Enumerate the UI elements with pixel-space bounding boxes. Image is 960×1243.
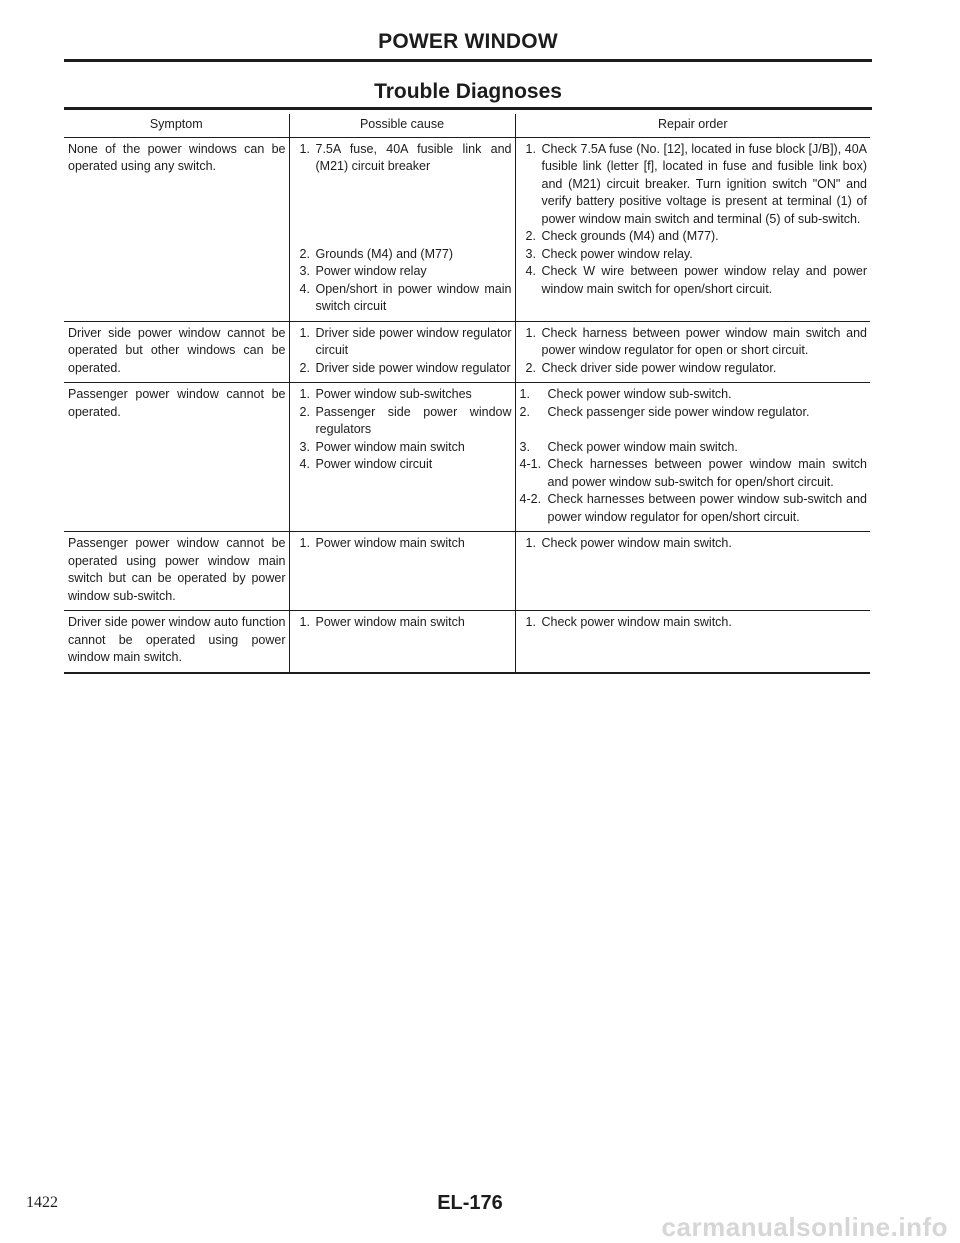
item-number: 2. (299, 246, 310, 261)
item-number: 1. (519, 387, 530, 401)
repair-step: 4-1. Check harnesses between power window main switch and power window sub-switch for open/short circuit. (519, 457, 867, 489)
table-row (64, 611, 870, 673)
page-number: 1422 (26, 1194, 58, 1211)
watermark: carmanualsonline.info (661, 1212, 948, 1242)
item-number: 3. (519, 439, 530, 454)
column-header-symptom: Symptom (64, 114, 289, 137)
table-header-row (64, 114, 870, 137)
possible-cause-cell (289, 532, 515, 611)
possible-cause-cell (289, 383, 515, 532)
cause-list (294, 141, 512, 316)
spacer (520, 421, 868, 439)
item-number: 1. (299, 325, 310, 340)
item-number: 4-2. (519, 492, 542, 506)
item-number: 2. (525, 229, 536, 243)
cause-item: 2. Grounds (M4) and (M77) (294, 246, 512, 264)
trouble-diagnoses-table (64, 114, 870, 674)
item-number: 2. (525, 360, 536, 375)
item-number: 2. (299, 404, 310, 419)
repair-step: 2. Check grounds (M4) and (M77). (520, 228, 868, 246)
repair-step: 1. Check power window main switch. (520, 614, 868, 632)
possible-cause-cell (289, 611, 515, 673)
item-number: 4-1. (519, 457, 542, 471)
spacer (294, 176, 512, 194)
repair-step: 3. Check power window main switch. (520, 439, 868, 457)
symptom-cell: Passenger power window cannot be operated. (64, 383, 289, 532)
possible-cause-cell (289, 321, 515, 383)
table-row (64, 383, 870, 532)
repair-order-cell (515, 383, 870, 532)
repair-step: 4. Check W wire between power window relay and power window main switch for open/short circuit. (525, 264, 867, 296)
page-title: Trouble Diagnoses (374, 80, 562, 103)
repair-step: 1. Check power window sub-switch. (520, 386, 868, 404)
repair-order-cell (515, 611, 870, 673)
repair-order-cell (515, 532, 870, 611)
repair-list (520, 325, 868, 378)
cause-item: 1. Driver side power window regulator circuit (299, 325, 512, 357)
section-page-code: EL-176 (437, 1192, 503, 1214)
spacer (294, 228, 512, 246)
cause-list (294, 614, 512, 632)
cause-item: 1. 7.5A fuse, 40A fusible link and (M21) circuit breaker (299, 141, 512, 173)
item-number: 3. (525, 246, 536, 261)
item-number: 3. (299, 439, 310, 454)
repair-list (520, 386, 868, 526)
symptom-cell: None of the power windows can be operated using any switch. (64, 137, 289, 321)
column-header-repair-order: Repair order (515, 114, 870, 137)
cause-list (294, 386, 512, 474)
repair-step: 3. Check power window relay. (520, 246, 868, 264)
possible-cause-cell (289, 137, 515, 321)
item-number: 4. (299, 281, 310, 296)
repair-step: 1. Check 7.5A fuse (No. [12], located in fuse block [J/B]), 40A fusible link (letter [f], located in fuse and fusible link box) and (M21) circuit breaker. Turn ignition switch "ON" and verify battery positive voltage is present at terminal (1) of power window main switch and terminal (5) of sub-switch. (525, 141, 867, 226)
repair-order-cell (515, 137, 870, 321)
repair-step: 2. Check passenger side power window regulator. (520, 404, 868, 422)
item-number: 1. (299, 536, 310, 550)
cause-item: 2. Passenger side power window regulators (299, 404, 512, 436)
table-row (64, 321, 870, 383)
repair-list (520, 535, 868, 553)
section-title: POWER WINDOW (378, 30, 558, 53)
item-number: 2. (299, 360, 310, 375)
item-number: 1. (525, 141, 536, 156)
item-number: 1. (525, 615, 536, 629)
cause-item: 3. Power window main switch (294, 439, 512, 457)
spacer (294, 211, 512, 229)
repair-step: 4-2. Check harnesses between power window sub-switch and power window regulator for open/short circuit. (519, 492, 867, 524)
cause-item: 1. Power window main switch (294, 535, 512, 553)
symptom-cell: Passenger power window cannot be operated using power window main switch but can be operated by power window sub-switch. (64, 532, 289, 611)
repair-list (520, 614, 868, 632)
item-number: 1. (525, 536, 536, 550)
symptom-cell: Driver side power window auto function cannot be operated using power window main switch. (64, 611, 289, 673)
item-number: 4. (299, 457, 310, 471)
item-number: 1. (299, 615, 310, 629)
item-number: 1. (299, 387, 310, 401)
table-body (64, 137, 870, 673)
cause-item: 2. Driver side power window regulator (294, 360, 512, 378)
item-number: 4. (525, 264, 536, 278)
table-row (64, 532, 870, 611)
cause-list (294, 325, 512, 378)
table-row (64, 137, 870, 321)
symptom-cell: Driver side power window cannot be operated but other windows can be operated. (64, 321, 289, 383)
cause-item: 3. Power window relay (294, 263, 512, 281)
subtitle-rule (64, 107, 872, 110)
spacer (294, 193, 512, 211)
item-number: 1. (525, 325, 536, 340)
cause-item: 4. Power window circuit (294, 456, 512, 474)
repair-step: 1. Check power window main switch. (520, 535, 868, 553)
item-number: 2. (519, 404, 530, 419)
item-number: 1. (299, 141, 310, 156)
repair-order-cell (515, 321, 870, 383)
repair-step: 1. Check harness between power window main switch and power window regulator for open or short circuit. (525, 325, 867, 357)
cause-list (294, 535, 512, 553)
repair-step: 2. Check driver side power window regulator. (520, 360, 868, 378)
title-rule (64, 59, 872, 62)
cause-item: 1. Power window main switch (294, 614, 512, 632)
column-header-possible-cause: Possible cause (289, 114, 515, 137)
repair-list (520, 141, 868, 299)
item-number: 3. (299, 264, 310, 278)
cause-item: 1. Power window sub-switches (294, 386, 512, 404)
cause-item: 4. Open/short in power window main switch circuit (299, 281, 512, 313)
